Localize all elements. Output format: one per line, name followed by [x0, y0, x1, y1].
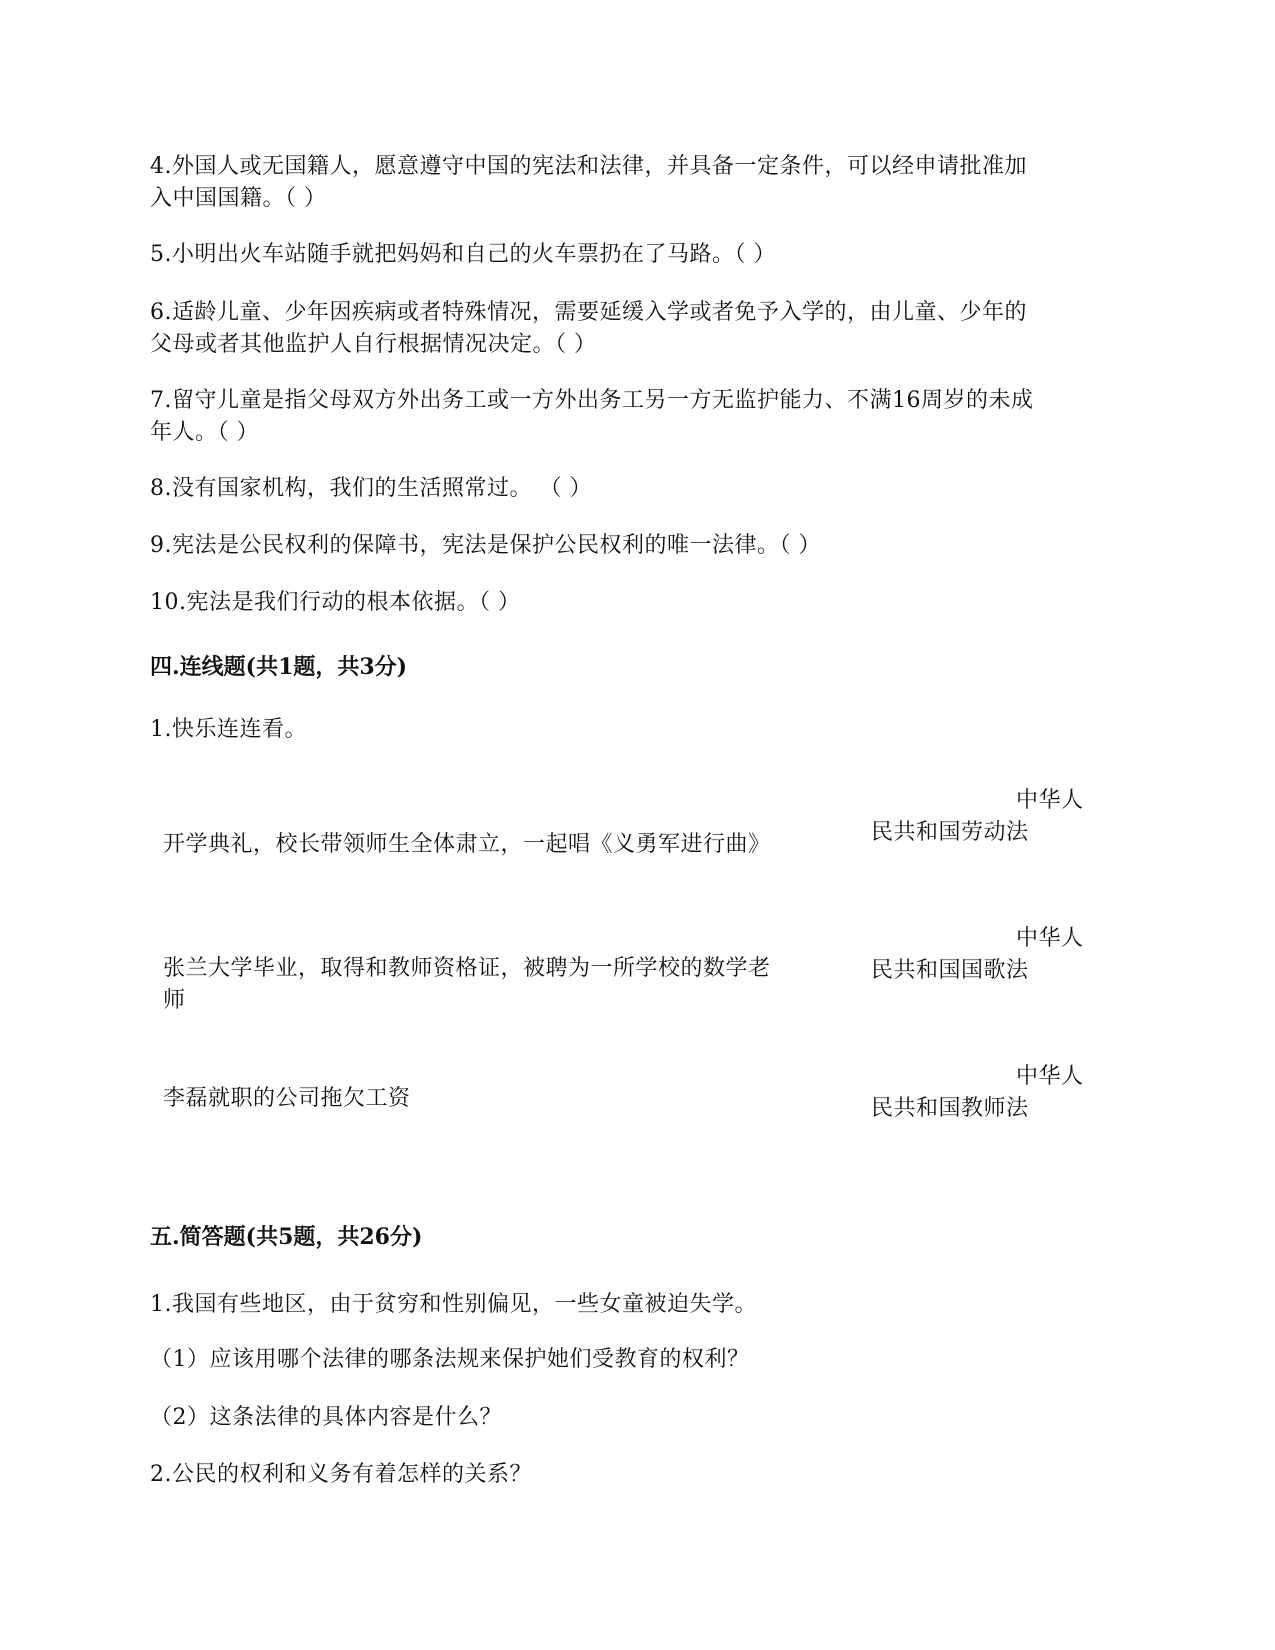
question-4-line-2: 入中国国籍。（ ）: [150, 186, 327, 211]
question-6-line-1: 6.适龄儿童、少年因疾病或者特殊情况，需要延缓入学或者免予入学的，由儿童、少年的: [150, 300, 1027, 325]
question-10: 10.宪法是我们行动的根本依据。（ ）: [150, 590, 521, 615]
matching-right-item-2-line-1: 中华人: [1016, 926, 1084, 951]
matching-left-item-3: 李磊就职的公司拖欠工资: [163, 1086, 411, 1111]
matching-left-item-2-line-2: 师: [163, 988, 186, 1013]
question-4-line-1: 4.外国人或无国籍人，愿意遵守中国的宪法和法律，并具备一定条件，可以经申请批准加: [150, 154, 1027, 179]
question-9: 9.宪法是公民权利的保障书，宪法是保护公民权利的唯一法律。（ ）: [150, 533, 821, 558]
matching-left-item-1: 开学典礼，校长带领师生全体肃立，一起唱《义勇军进行曲》: [163, 832, 771, 857]
matching-left-item-2-line-1: 张兰大学毕业，取得和教师资格证，被聘为一所学校的数学老: [163, 956, 771, 981]
short-answer-question-1-sub-2: （2）这条法律的具体内容是什么？: [150, 1405, 502, 1430]
question-7-line-1: 7.留守儿童是指父母双方外出务工或一方外出务工另一方无监护能力、不满16周岁的未成: [150, 388, 1034, 413]
short-answer-question-1: 1.我国有些地区，由于贫穷和性别偏见，一些女童被迫失学。: [150, 1292, 757, 1317]
question-7-line-2: 年人。（ ）: [150, 420, 259, 445]
short-answer-section-heading: 五.简答题(共5题，共26分): [150, 1224, 423, 1250]
question-5: 5.小明出火车站随手就把妈妈和自己的火车票扔在了马路。（ ）: [150, 242, 776, 267]
question-8: 8.没有国家机构，我们的生活照常过。 （ ）: [150, 476, 592, 501]
matching-question-1: 1.快乐连连看。: [150, 717, 307, 742]
matching-right-item-1-line-1: 中华人: [1016, 788, 1084, 813]
matching-right-item-3-line-2: 民共和国教师法: [871, 1096, 1029, 1121]
matching-right-item-3-line-1: 中华人: [1016, 1064, 1084, 1089]
short-answer-question-2: 2.公民的权利和义务有着怎样的关系？: [150, 1462, 532, 1487]
matching-right-item-2-line-2: 民共和国国歌法: [871, 958, 1029, 983]
short-answer-question-1-sub-1: （1）应该用哪个法律的哪条法规来保护她们受教育的权利？: [150, 1347, 750, 1372]
question-6-line-2: 父母或者其他监护人自行根据情况决定。（ ）: [150, 332, 597, 357]
matching-right-item-1-line-2: 民共和国劳动法: [871, 820, 1029, 845]
matching-section-heading: 四.连线题(共1题，共3分): [150, 654, 408, 680]
